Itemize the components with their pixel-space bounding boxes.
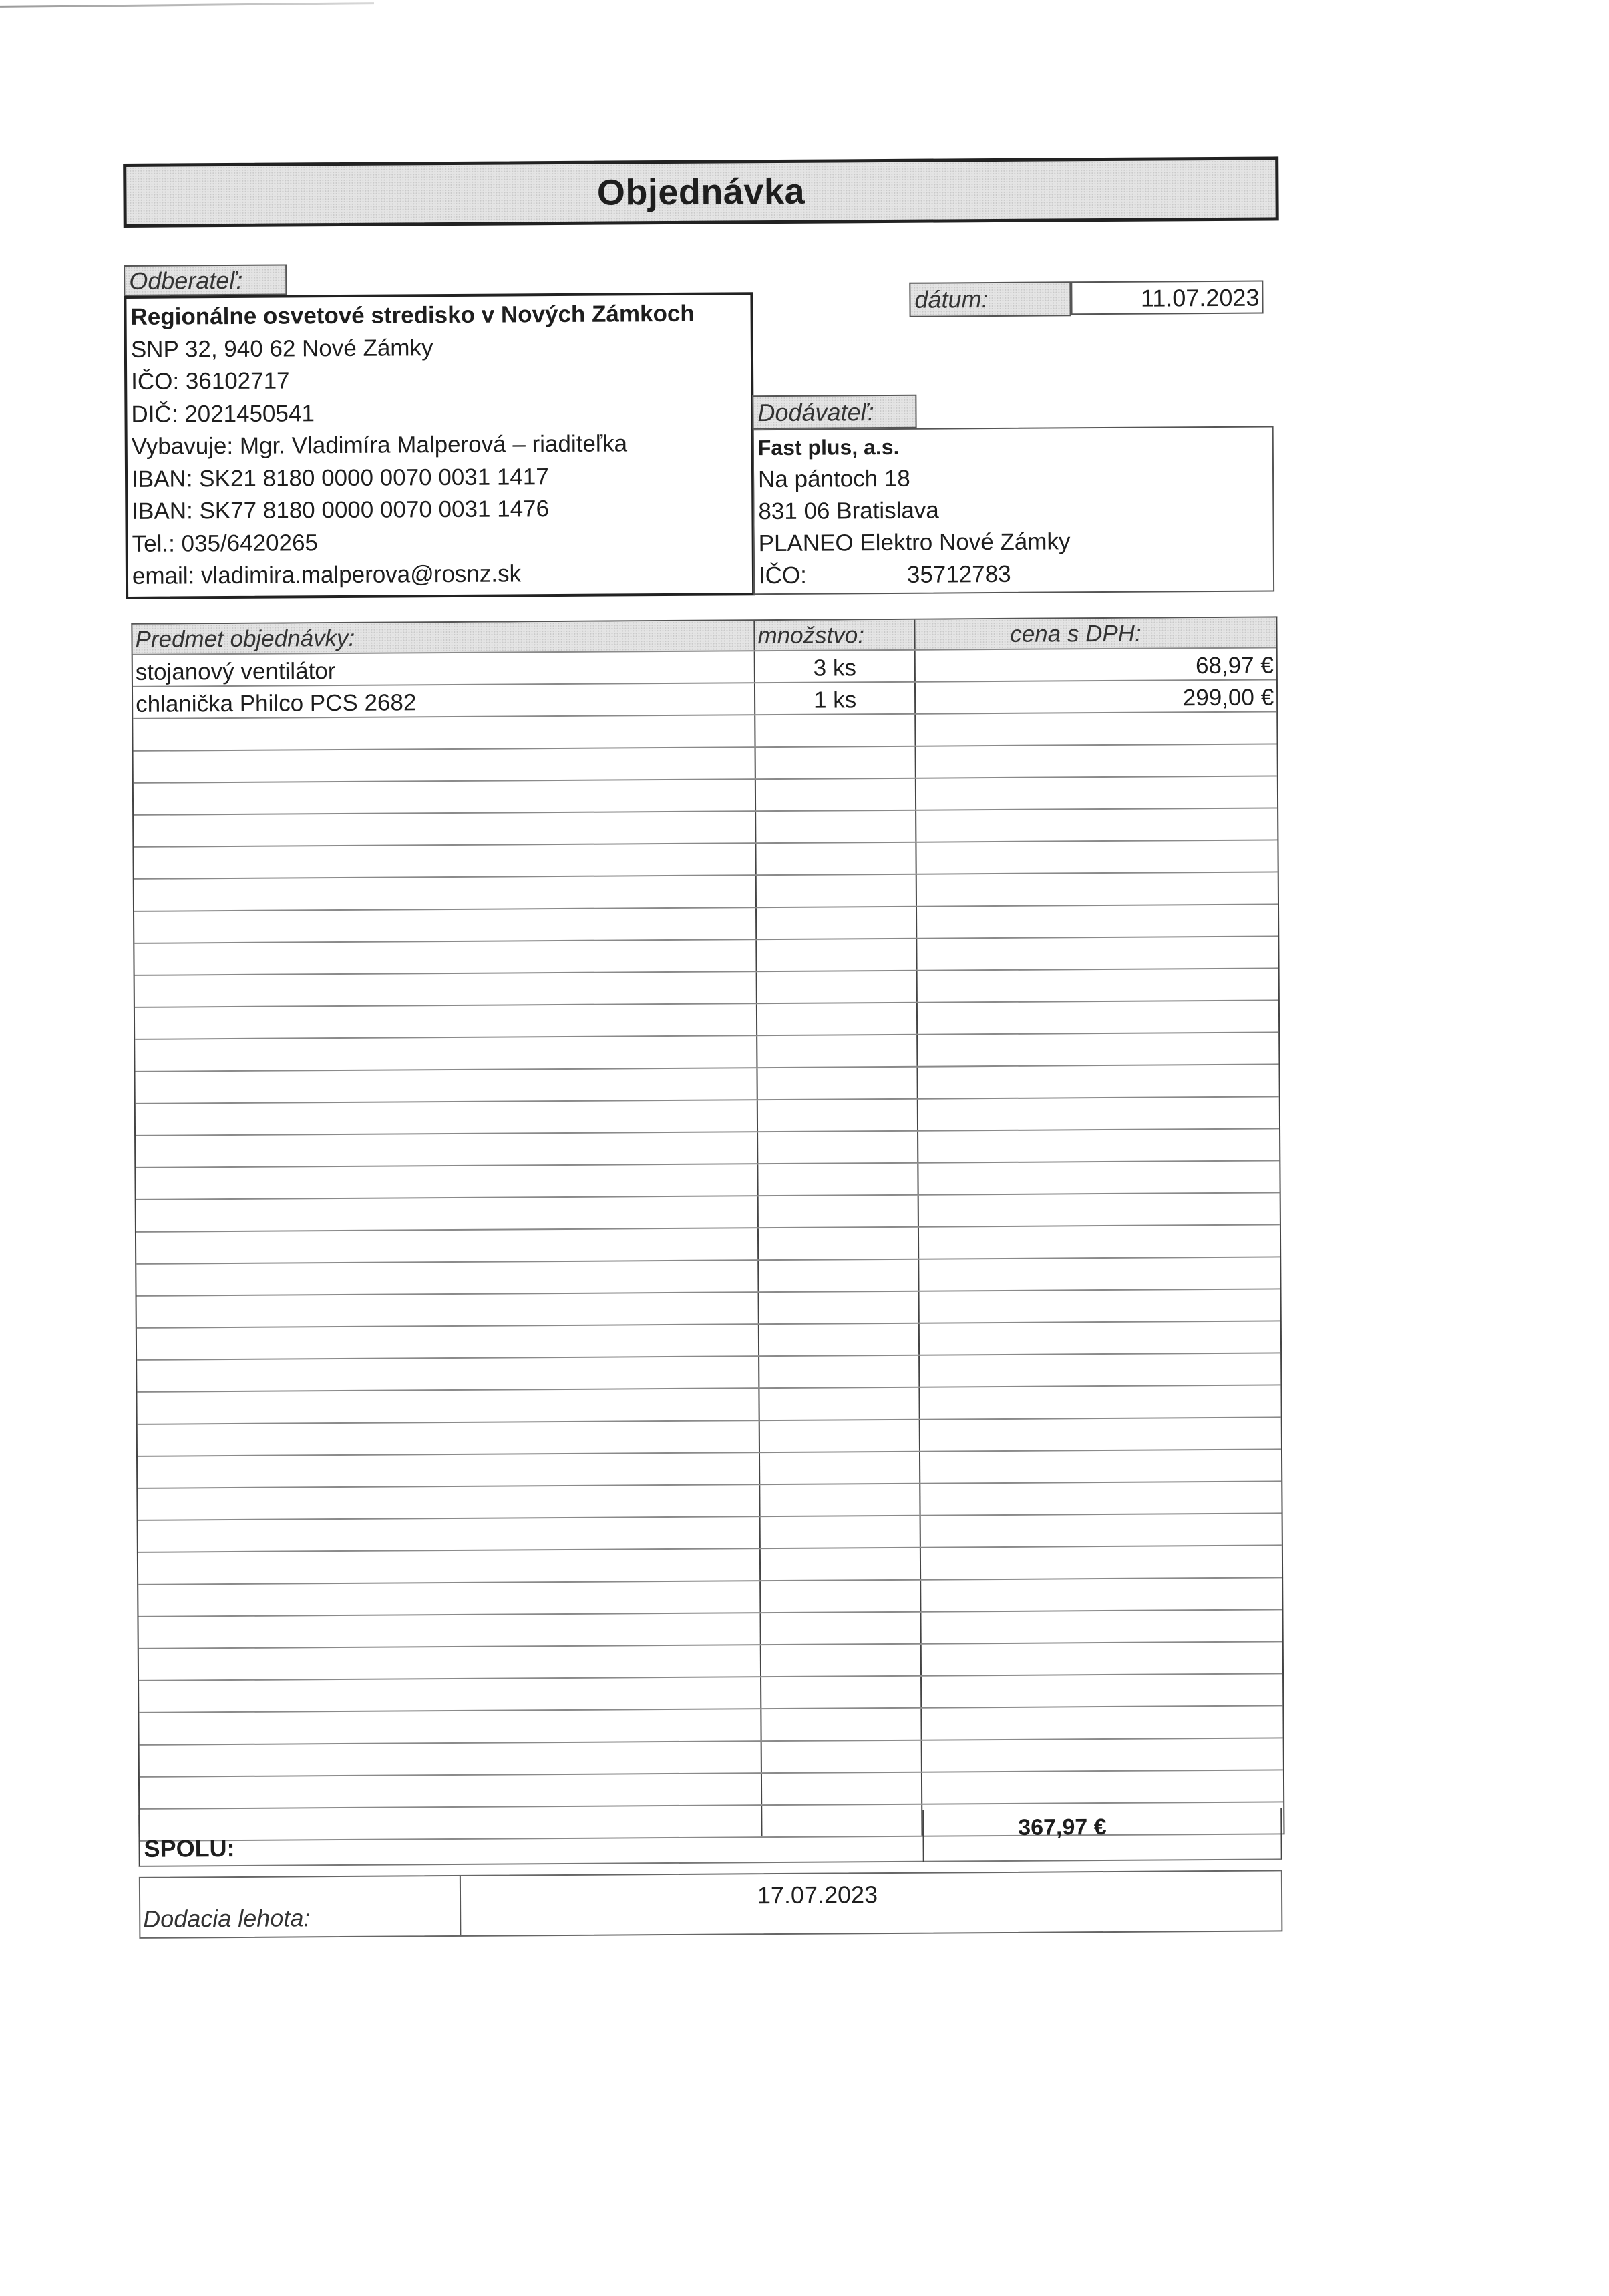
empty-cell: [918, 1097, 1279, 1130]
empty-cell: [755, 715, 916, 746]
buyer-phone: Tel.: 035/6420265: [132, 529, 319, 557]
empty-cell: [757, 939, 917, 971]
empty-cell: [756, 811, 916, 842]
empty-cell: [761, 1709, 922, 1740]
empty-cell: [759, 1260, 919, 1291]
empty-cell: [138, 1613, 761, 1648]
date-value: 11.07.2023: [1071, 281, 1263, 315]
empty-cell: [137, 1293, 759, 1327]
empty-cell: [139, 1645, 761, 1680]
item-quantity: 3 ks: [755, 651, 916, 682]
buyer-address: SNP 32, 940 62 Nové Zámky: [130, 334, 433, 363]
date-label: dátum:: [909, 281, 1071, 317]
empty-cell: [140, 1774, 762, 1808]
empty-cell: [918, 1129, 1279, 1162]
empty-cell: [759, 1196, 919, 1227]
empty-cell: [136, 1228, 759, 1263]
total-row: [138, 1808, 1282, 1866]
empty-cell: [920, 1289, 1280, 1322]
order-form: [120, 136, 1294, 1987]
empty-cell: [756, 779, 916, 810]
buyer-box: [124, 292, 755, 599]
item-price: 68,97 €: [1195, 652, 1274, 679]
empty-cell: [918, 1065, 1278, 1098]
empty-cell: [762, 1741, 922, 1772]
empty-cell: [920, 1353, 1280, 1386]
empty-cell: [921, 1546, 1282, 1579]
item-subject: chlanička Philco PCS 2682: [133, 683, 755, 718]
empty-cell: [137, 1325, 759, 1359]
empty-cell: [135, 1036, 757, 1071]
empty-cell: [133, 715, 755, 750]
header-price: cena s DPH:: [1010, 620, 1141, 647]
scan-artifact-line: [0, 2, 374, 8]
empty-cell: [916, 840, 1277, 873]
empty-cell: [920, 1385, 1280, 1418]
empty-cell: [136, 1100, 758, 1135]
buyer-label: Odberateľ:: [124, 264, 287, 295]
total-value: 367,97 €: [1018, 1814, 1107, 1840]
empty-cell: [758, 1164, 918, 1195]
item-price: 299,00 €: [1182, 684, 1274, 711]
empty-cell: [761, 1548, 921, 1580]
supplier-street: Na pántoch 18: [757, 465, 910, 493]
empty-cell: [757, 1035, 918, 1067]
empty-cell: [921, 1610, 1282, 1643]
buyer-iban-1: IBAN: SK21 8180 0000 0070 0031 1417: [131, 463, 549, 492]
supplier-ico-label: IČO:: [758, 562, 808, 589]
empty-cell: [759, 1356, 920, 1387]
empty-cell: [918, 969, 1278, 1001]
empty-cell: [134, 876, 757, 911]
empty-cell: [759, 1228, 919, 1259]
header-subject: Predmet objednávky:: [132, 621, 755, 654]
supplier-branch: PLANEO Elektro Nové Zámky: [758, 528, 1071, 557]
empty-cell: [760, 1452, 920, 1484]
buyer-handled-by: Vybavuje: Mgr. Vladimíra Malperová – riaditeľka: [131, 430, 628, 460]
document-title: Objednávka: [596, 171, 806, 213]
empty-cell: [757, 1003, 918, 1035]
empty-cell: [757, 971, 918, 1003]
item-subject: stojanový ventilátor: [133, 651, 755, 686]
empty-cell: [922, 1770, 1283, 1803]
empty-cell: [759, 1324, 920, 1355]
empty-cell: [761, 1677, 922, 1708]
empty-cell: [134, 780, 756, 814]
delivery-value: 17.07.2023: [757, 1880, 878, 1909]
empty-cell: [921, 1514, 1282, 1546]
empty-cell: [920, 1450, 1281, 1482]
supplier-label: Dodávateľ:: [752, 395, 916, 430]
empty-cell: [919, 1225, 1280, 1258]
item-quantity: 1 ks: [755, 683, 916, 714]
empty-cell: [922, 1674, 1282, 1707]
buyer-dic: DIČ: 2021450541: [131, 399, 315, 428]
empty-cell: [922, 1706, 1282, 1739]
empty-cell: [136, 1132, 758, 1167]
empty-cell: [136, 1164, 758, 1199]
empty-cell: [920, 1482, 1281, 1514]
empty-cell: [757, 1068, 918, 1099]
total-label: SPOLU:: [144, 1834, 235, 1862]
supplier-ico: [759, 557, 1269, 593]
empty-cell: [916, 776, 1277, 809]
empty-cell: [136, 1196, 759, 1231]
empty-cell: [757, 875, 917, 907]
empty-cell: [135, 1004, 757, 1039]
empty-cell: [920, 1321, 1280, 1354]
empty-cell: [139, 1709, 761, 1744]
empty-cell: [761, 1581, 921, 1612]
empty-cell: [138, 1453, 760, 1488]
empty-cell: [762, 1773, 922, 1804]
empty-cell: [134, 844, 756, 878]
empty-cell: [138, 1549, 761, 1584]
buyer-name: Regionálne osvetové stredisko v Nových Zámkoch: [130, 300, 695, 330]
empty-cell: [760, 1420, 920, 1452]
empty-cell: [761, 1516, 921, 1548]
buyer-ico: IČO: 36102717: [131, 367, 290, 395]
empty-cell: [759, 1388, 920, 1420]
supplier-box: [753, 426, 1275, 595]
supplier-city: 831 06 Bratislava: [758, 497, 939, 525]
empty-cell: [759, 1292, 920, 1323]
empty-cell: [134, 748, 756, 782]
empty-cell: [918, 1161, 1279, 1194]
delivery-label: Dodacia lehota:: [140, 1876, 462, 1937]
empty-cell: [918, 1001, 1278, 1033]
empty-cell: [758, 1132, 918, 1163]
supplier-ico-value: 35712783: [906, 560, 1011, 588]
buyer-email: email: vladimira.malperova@rosnz.sk: [132, 560, 522, 589]
empty-cell: [922, 1642, 1282, 1675]
empty-cell: [921, 1578, 1282, 1611]
empty-cell: [756, 843, 916, 874]
empty-cell: [134, 908, 757, 943]
empty-cell: [757, 907, 917, 939]
buyer-iban-2: IBAN: SK77 8180 0000 0070 0031 1476: [132, 496, 550, 524]
empty-cell: [916, 744, 1277, 777]
empty-cell: [138, 1517, 761, 1552]
empty-cell: [918, 1033, 1278, 1065]
empty-cell: [135, 972, 757, 1007]
empty-cell: [134, 940, 757, 975]
empty-cell: [760, 1484, 920, 1516]
empty-cell: [135, 1068, 757, 1103]
empty-cell: [138, 1485, 760, 1520]
empty-cell: [756, 747, 916, 778]
empty-cell: [917, 937, 1278, 969]
title-banner: [123, 156, 1279, 228]
empty-cell: [920, 1418, 1281, 1450]
items-table: [131, 616, 1284, 1841]
empty-cell: [922, 1738, 1283, 1771]
empty-cell: [136, 1261, 759, 1295]
empty-cell: [138, 1581, 761, 1616]
empty-cell: [917, 905, 1278, 937]
empty-cell: [916, 808, 1277, 841]
empty-cell: [137, 1357, 759, 1391]
delivery-row: [139, 1870, 1283, 1938]
empty-cell: [761, 1613, 921, 1644]
empty-cell: [138, 1421, 760, 1456]
empty-cell: [919, 1193, 1280, 1226]
empty-cell: [134, 812, 756, 846]
empty-cell: [916, 712, 1276, 745]
empty-cell: [761, 1645, 922, 1676]
empty-cell: [139, 1677, 761, 1712]
empty-cell: [919, 1257, 1280, 1290]
header-quantity: množstvo:: [755, 620, 915, 650]
empty-cell: [917, 872, 1278, 905]
supplier-name: Fast plus, a.s.: [757, 434, 900, 460]
empty-cell: [140, 1742, 762, 1776]
empty-cell: [758, 1100, 918, 1131]
empty-cell: [137, 1389, 759, 1424]
